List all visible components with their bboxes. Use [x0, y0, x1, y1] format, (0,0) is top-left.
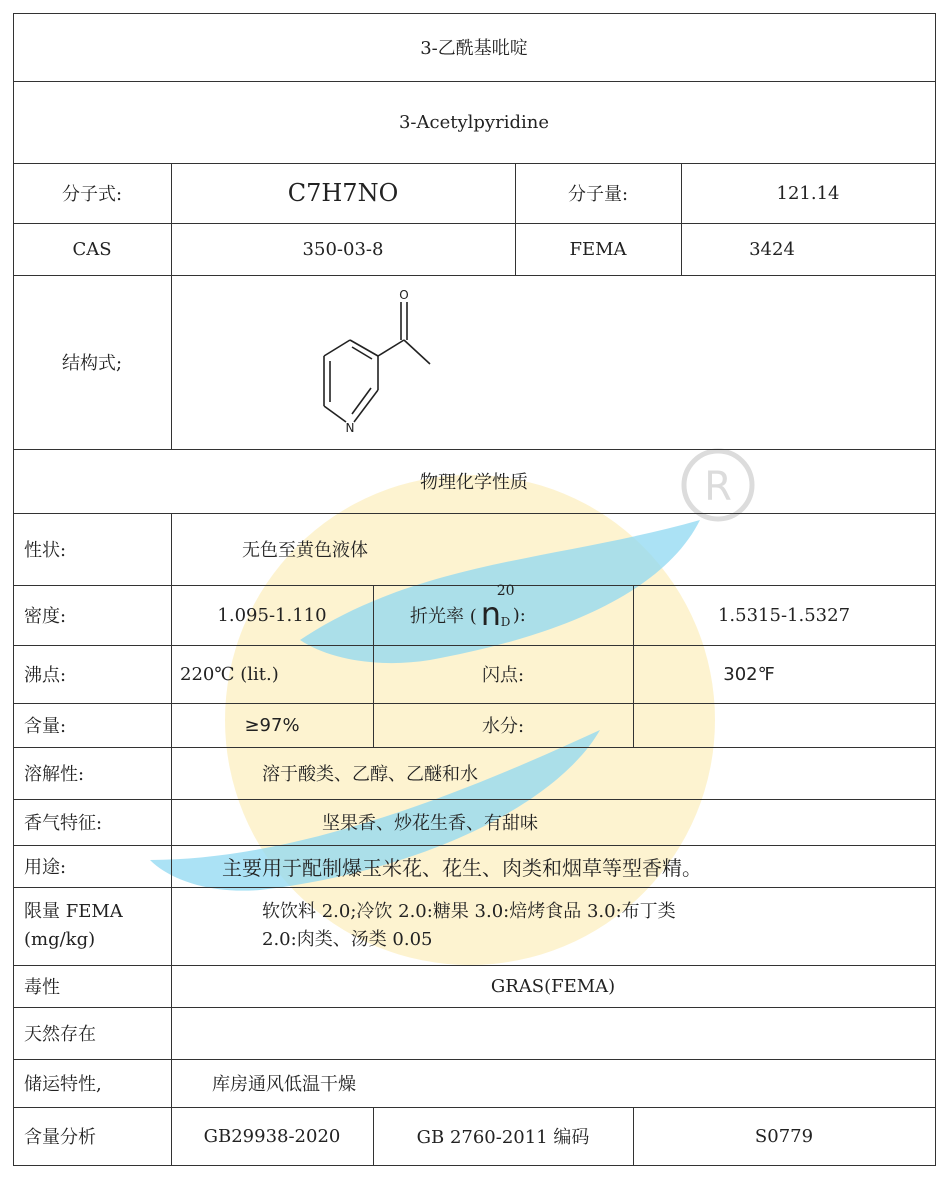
mw-label: 分子量: [567, 184, 629, 205]
fema-label: FEMA [569, 238, 627, 260]
title-cn: 3-乙酰基吡啶 [420, 38, 528, 59]
natural-label: 天然存在 [24, 1024, 96, 1045]
oxygen-atom-label: O [399, 288, 409, 302]
odor-label: 香气特征: [24, 813, 103, 834]
refractive-label-close: ): [512, 604, 526, 626]
content-label: 含量: [24, 716, 67, 737]
use-label: 用途: [24, 857, 67, 878]
formula-label: 分子式: [61, 184, 123, 205]
structure-diagram [310, 284, 450, 436]
water-label: 水分: [481, 716, 525, 737]
analysis-label: 含量分析 [24, 1127, 96, 1148]
refractive-value: 1.5315-1.5327 [717, 604, 851, 626]
solubility-label: 溶解性: [24, 764, 85, 785]
limit-value-line1: 软饮料 2.0;冷饮 2.0:糖果 3.0:焙烤食品 3.0:布丁类 [262, 901, 676, 922]
limit-label-line2: (mg/kg) [24, 929, 96, 950]
bp-label: 沸点: [24, 665, 67, 686]
grid-hline [13, 1165, 936, 1166]
svg-text:R: R [704, 464, 732, 510]
natural-value [180, 1008, 920, 1058]
appearance-value: 无色至黄色液体 [242, 540, 368, 561]
physchem-header: 物理化学性质 [420, 472, 528, 493]
water-value [634, 704, 934, 746]
analysis-std: GB29938-2020 [203, 1125, 341, 1147]
density-value: 1.095-1.110 [217, 604, 327, 626]
solubility-value: 溶于酸类、乙醇、乙醚和水 [262, 764, 478, 785]
limit-value [262, 888, 862, 964]
storage-value: 库房通风低温干燥 [212, 1074, 356, 1095]
limit-label-line1: 限量 FEMA [24, 901, 123, 922]
fema-value: 3424 [749, 238, 795, 260]
analysis-code-label: GB 2760-2011 编码 [416, 1127, 590, 1148]
structure-label: 结构式; [61, 353, 123, 374]
storage-label: 储运特性, [24, 1074, 102, 1095]
flash-value: 302℉ [723, 663, 775, 685]
refractive-label-text: 折光率 ( [410, 606, 477, 627]
toxicity-label: 毒性 [24, 977, 60, 998]
limit-label [24, 888, 170, 964]
title-en: 3-Acetylpyridine [398, 111, 549, 133]
density-label: 密度: [24, 606, 67, 627]
mw-value: 121.14 [776, 182, 840, 204]
use-value: 主要用于配制爆玉米花、花生、肉类和烟草等型香精。 [222, 855, 702, 880]
content-value: ≥97% [244, 714, 300, 736]
nitrogen-atom-label: N [345, 421, 355, 435]
cas-label: CAS [72, 238, 112, 260]
appearance-label: 性状: [24, 540, 67, 561]
flash-label: 闪点: [481, 665, 525, 686]
refractive-index-symbol: n 20 D [480, 583, 515, 633]
bp-value: 220℃ (lit.) [180, 663, 279, 685]
analysis-code: S0779 [754, 1125, 814, 1147]
grid-vline [935, 13, 936, 1166]
formula-value: C7H7NO [287, 179, 399, 207]
toxicity-value: GRAS(FEMA) [490, 975, 616, 997]
odor-value: 坚果香、炒花生香、有甜味 [322, 813, 538, 834]
cas-value: 350-03-8 [302, 238, 384, 260]
refractive-label [410, 583, 632, 644]
limit-value-line2: 2.0:肉类、汤类 0.05 [262, 929, 433, 950]
